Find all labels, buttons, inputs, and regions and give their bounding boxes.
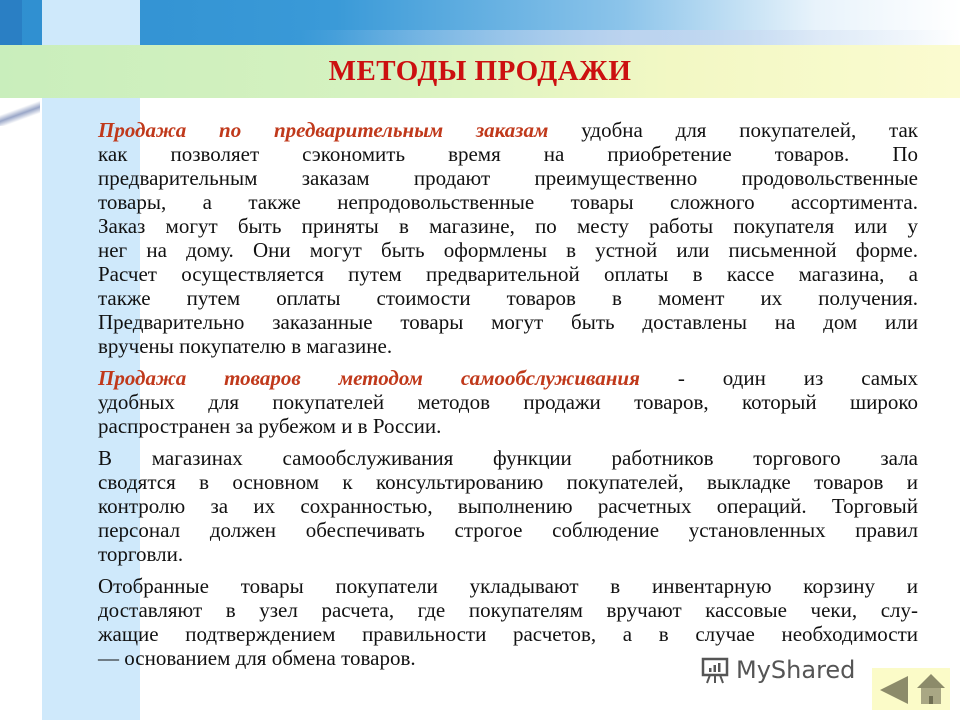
- text-line: удобных для покупателей методов продажи товаров, который широко: [98, 390, 918, 414]
- text-line: вручены покупателю в магазине.: [98, 334, 393, 358]
- text-line: торговли.: [98, 542, 184, 566]
- text-line: Заказ могут быть приняты в магазине, по месту работы покупателя или у: [98, 214, 918, 238]
- text-span: - один из самых: [639, 366, 918, 390]
- text-line: также путем оплаты стоимости товаров в момент их получения.: [98, 286, 918, 310]
- text-line: [98, 366, 918, 390]
- text-line: [98, 118, 918, 142]
- left-dark-stripe: [0, 0, 22, 46]
- slide-body: [98, 118, 918, 678]
- text-line: предварительным заказам продают преимущественно продовольственные: [98, 166, 918, 190]
- text-line: сводятся в основном к консультированию покупателей, выкладке товаров и: [98, 470, 918, 494]
- term-highlight: Продажа по предварительным заказам: [98, 118, 549, 142]
- slide-title: МЕТОДЫ ПРОДАЖИ: [328, 55, 632, 87]
- text-line: Расчет осуществляется путем предварительной оплаты в кассе магазина, а: [98, 262, 918, 286]
- back-arrow-icon[interactable]: [880, 676, 908, 704]
- watermark-text: MyShared: [736, 656, 856, 684]
- text-line: товары, а также непродовольственные товары сложного ассортимента.: [98, 190, 918, 214]
- text-line: нег на дому. Они могут быть оформлены в устной или письменной форме.: [98, 238, 918, 262]
- text-line: контролю за их сохранностью, выполнению расчетных операций. Торговый: [98, 494, 918, 518]
- presentation-board-icon: [700, 655, 730, 685]
- myshared-watermark: [700, 655, 855, 685]
- banner-swoosh: [300, 30, 960, 46]
- text-line: как позволяет сэкономить время на приобретение товаров. По: [98, 142, 918, 166]
- text-line: доставляют в узел расчета, где покупателям вручают кассовые чеки, слу-: [98, 598, 918, 622]
- slide-navigation: [872, 668, 950, 710]
- paragraph-staff-functions: [98, 446, 918, 566]
- text-line: В магазинах самообслуживания функции работников торгового зала: [98, 446, 918, 470]
- term-highlight: Продажа товаров методом самообслуживания: [98, 366, 640, 390]
- paragraph-preorder: [98, 118, 918, 358]
- paragraph-self-service: [98, 366, 918, 438]
- page-curl-decoration: [0, 98, 40, 126]
- text-line: Отобранные товары покупатели укладывают в инвентарную корзину и: [98, 574, 918, 598]
- text-line: Предварительно заказанные товары могут быть доставлены на дом или: [98, 310, 918, 334]
- home-icon[interactable]: [916, 672, 946, 706]
- text-line: персонал должен обеспечивать строгое соблюдение установленных правил: [98, 518, 918, 542]
- text-line: распространен за рубежом и в России.: [98, 414, 442, 438]
- text-line: — основанием для обмена товаров.: [98, 646, 416, 670]
- text-line: жащие подтверждением правильности расчетов, а в случае необходимости: [98, 622, 918, 646]
- text-span: удобна для покупателей, так: [548, 118, 918, 142]
